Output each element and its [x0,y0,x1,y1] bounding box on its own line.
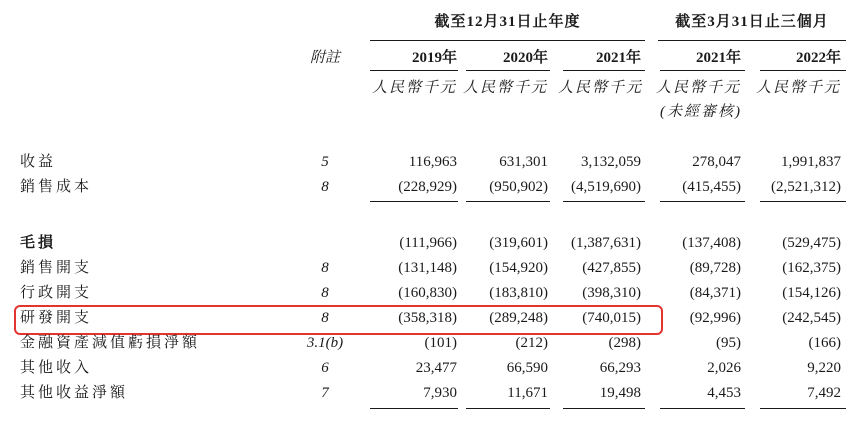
cell-value: (154,920) [489,260,548,276]
cell-value: (154,126) [782,285,841,301]
cell-value: 11,671 [507,385,548,401]
column-year: 2021年 [695,50,741,66]
row-label: 其他收入 [20,360,93,376]
row-note: 8 [321,260,329,276]
subtotal-underline [466,201,550,202]
row-note: 8 [321,310,329,326]
cell-value: 9,220 [807,360,841,376]
header-underline [466,70,550,71]
year-header-row [0,47,868,69]
column-unit: 人民幣千元 [463,80,549,96]
cell-value: (427,855) [582,260,641,276]
table-row [0,257,868,279]
cell-value: (131,148) [398,260,457,276]
row-note: 5 [321,154,329,170]
row-label: 毛損 [20,235,57,251]
table-row [0,332,868,354]
cell-value: (2,521,312) [771,179,841,195]
subtotal-underline [660,201,745,202]
cell-value: 66,293 [599,360,641,376]
row-note: 6 [321,360,329,376]
cell-value: (212) [515,335,548,351]
table-row [0,382,868,404]
cell-value: 7,492 [807,385,841,401]
row-note: 8 [321,179,329,195]
cell-value: (1,387,631) [571,235,641,251]
header-underline [660,70,745,71]
cell-value: (228,929) [398,179,457,195]
row-label: 行政開支 [20,285,93,301]
column-unit: 人民幣千元 [371,80,457,96]
period-group-three-months: 截至3月31日止三個月 [675,14,829,30]
table-row-highlighted [0,307,868,329]
cell-value: 2,026 [707,360,741,376]
total-underline [760,408,846,409]
column-unit: 人民幣千元 [656,80,742,96]
row-label: 銷售成本 [20,179,93,195]
cell-value: (358,318) [398,310,457,326]
cell-value: (415,455) [682,179,741,195]
table-row [0,357,868,379]
row-label: 收益 [20,154,57,170]
unit-row [0,77,868,99]
total-underline [660,408,745,409]
column-year: 2019年 [411,50,457,66]
cell-value: (740,015) [582,310,641,326]
cell-value: (242,545) [782,310,841,326]
cell-value: (84,371) [689,285,741,301]
cell-value: (298) [608,335,641,351]
table-row [0,282,868,304]
table-row [0,151,868,173]
cell-value: 19,498 [599,385,641,401]
cell-value: 7,930 [423,385,457,401]
table-row [0,232,868,254]
cell-value: 116,963 [408,154,457,170]
cell-value: (160,830) [398,285,457,301]
row-note: 7 [321,385,329,401]
total-underline [563,408,645,409]
column-unit: 人民幣千元 [756,80,842,96]
row-note: 8 [321,285,329,301]
cell-value: 3,132,059 [581,154,641,170]
column-year: 2022年 [795,50,841,66]
cell-value: (101) [424,335,457,351]
cell-value: (166) [808,335,841,351]
header-underline [370,70,458,71]
header-underline [760,70,846,71]
row-label: 研發開支 [20,310,93,326]
cell-value: 278,047 [692,154,741,170]
unaudited-remark: (未經審核) [660,104,742,120]
cell-value: (137,408) [682,235,741,251]
cell-value: 66,590 [506,360,548,376]
group-underline [658,40,846,41]
row-note: 3.1(b) [306,335,344,351]
cell-value: (89,728) [689,260,741,276]
subtotal-underline [563,201,645,202]
header-underline [563,70,645,71]
cell-value: (398,310) [582,285,641,301]
subtotal-underline [760,201,846,202]
column-year: 2020年 [502,50,548,66]
row-label: 金融資產減值虧損淨額 [20,335,201,351]
cell-value: 631,301 [499,154,548,170]
cell-value: 23,477 [415,360,457,376]
cell-value: (183,810) [489,285,548,301]
note-header: 附註 [309,50,340,66]
cell-value: (950,902) [489,179,548,195]
column-year: 2021年 [595,50,641,66]
cell-value: (92,996) [689,310,741,326]
group-underline [370,40,645,41]
row-label: 銷售開支 [20,260,93,276]
total-underline [370,408,458,409]
cell-value: (289,248) [489,310,548,326]
column-unit: 人民幣千元 [558,80,644,96]
cell-value: (111,966) [399,235,457,251]
total-underline [466,408,550,409]
row-label: 其他收益淨額 [20,385,129,401]
subtotal-underline [370,201,458,202]
cell-value: (95) [716,335,741,351]
cell-value: (4,519,690) [571,179,641,195]
cell-value: 4,453 [707,385,741,401]
table-row [0,176,868,198]
period-group-fiscal-year: 截至12月31日止年度 [434,14,581,30]
cell-value: 1,991,837 [781,154,841,170]
cell-value: (319,601) [489,235,548,251]
cell-value: (162,375) [782,260,841,276]
cell-value: (529,475) [782,235,841,251]
